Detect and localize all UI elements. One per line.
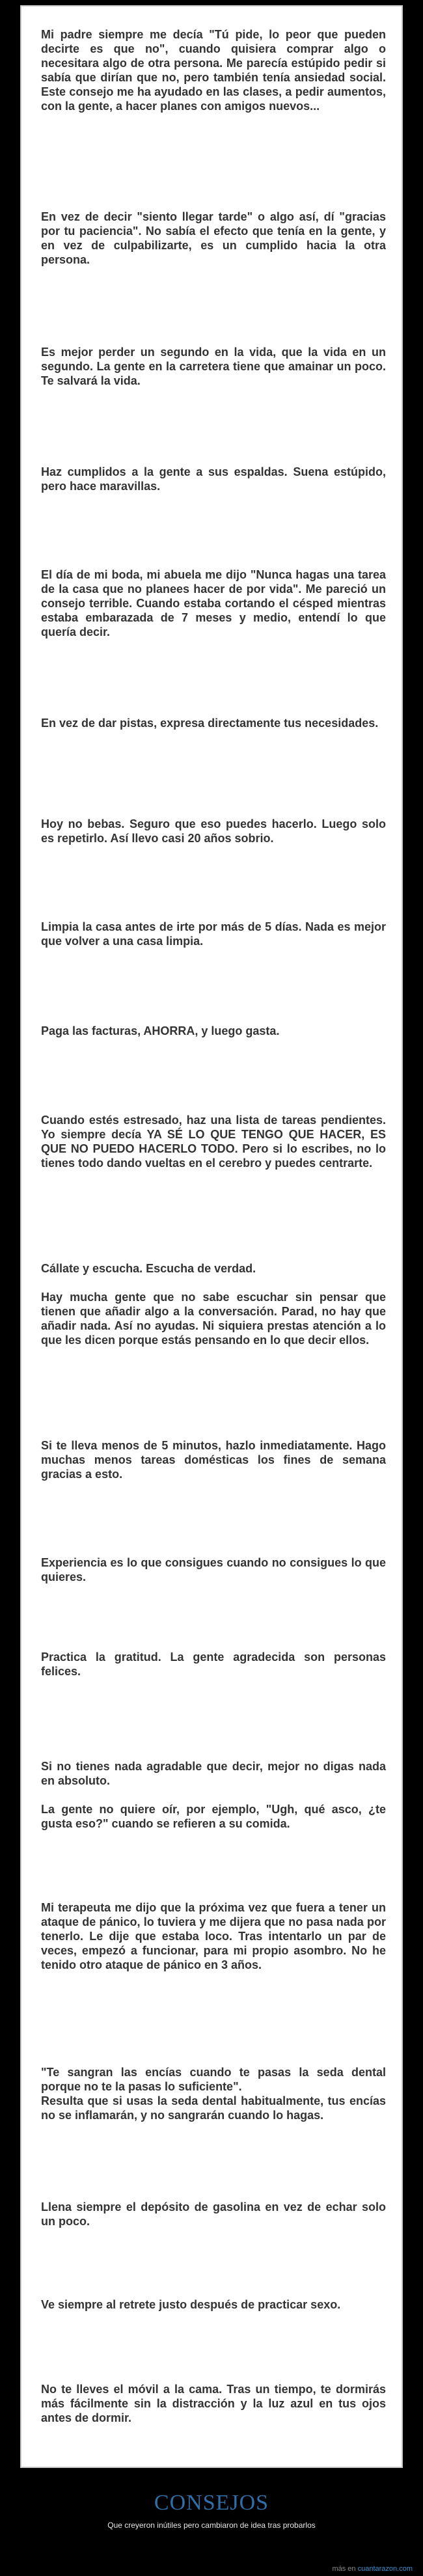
poster-frame xyxy=(15,0,408,2473)
tip-6 xyxy=(41,716,386,730)
tip-12 xyxy=(41,1438,386,1481)
tip-text: Cállate y escucha. Escucha de verdad. xyxy=(41,1262,256,1275)
tip-text: Ve siempre al retrete justo después de practicar sexo. xyxy=(41,2298,341,2311)
tip-text: En vez de decir "siento llegar tarde" o algo así, dí "gracias por tu paciencia". No sabía el efecto que tenía en la gente, y en vez de culpabilizarte, es un cumplido hacia la otra persona. xyxy=(41,210,386,266)
tip-14 xyxy=(41,1650,386,1679)
tip-text: Si te lleva menos de 5 minutos, hazlo inmediatamente. Hago muchas menos tareas domésticas los fines de semana gracias a esto. xyxy=(41,1439,386,1481)
tip-text: Haz cumplidos a la gente a sus espaldas. Suena estúpido, pero hace maravillas. xyxy=(41,465,386,493)
tip-text: En vez de dar pistas, expresa directamente tus necesidades. xyxy=(41,717,379,730)
credit-prefix: más en xyxy=(332,2565,356,2573)
tip-9 xyxy=(41,1024,386,1038)
tip-11 xyxy=(41,1261,386,1347)
tip-text: "Te sangran las encías cuando te pasas la seda dental porque no te la pasas lo suficiente". Resulta que si usas la seda dental habitualmente, tus encías no se inflamarán, y no sangrarán cuando lo hagas. xyxy=(41,2066,386,2122)
tip-text: Mi terapeuta me dijo que la próxima vez que fuera a tener un ataque de pánico, lo tuviera y me dijera que no pasa nada por tenerlo. Le dije que estaba loco. Tras intentarlo un par de veces, empezó a funcionar, para mi propio asombro. No he tenido otro ataque de pánico en 3 años. xyxy=(41,1901,386,1971)
footer-subtitle: Que creyeron inútiles pero cambiaron de idea tras probarlos xyxy=(107,2521,316,2530)
tip-text: No te lleves el móvil a la cama. Tras un tiempo, te dormirás más fácilmente sin la distracción y la luz azul en tus ojos antes de dormir. xyxy=(41,2383,386,2424)
tip-8 xyxy=(41,920,386,948)
tip-3 xyxy=(41,345,386,388)
tip-text: Hoy no bebas. Seguro que eso puedes hacerlo. Luego solo es repetirlo. Así llevo casi 20 años sobrio. xyxy=(41,817,386,845)
site-credit xyxy=(332,2564,413,2573)
tip-18 xyxy=(41,2200,386,2228)
tip-20 xyxy=(41,2382,386,2425)
tip-4 xyxy=(41,465,386,493)
tip-13 xyxy=(41,1555,386,1584)
tips-panel xyxy=(20,5,403,2468)
tip-text: El día de mi boda, mi abuela me dijo "Nunca hagas una tarea de la casa que no planees hacer de por vida". Me pareció un consejo terrible. Cuando estaba cortando el césped mientras estaba embarazada de 7 meses y medio, entendí lo que quería decir. xyxy=(41,568,386,638)
site-link[interactable]: cuantarazon.com xyxy=(357,2565,413,2573)
tip-15 xyxy=(41,1759,386,1831)
tip-text: Practica la gratitud. La gente agradecida son personas felices. xyxy=(41,1651,386,1678)
tip-5 xyxy=(41,568,386,639)
tip-text: Hay mucha gente que no sabe escuchar sin pensar que tienen que añadir algo a la conversación. Parad, no hay que añadir nada. Así no ayudas. Ni siquiera prestas atención a lo que les dicen porque estás pensando en lo que decir ellos. xyxy=(41,1291,386,1347)
tip-19 xyxy=(41,2297,386,2312)
tip-1 xyxy=(41,27,386,113)
tip-16 xyxy=(41,1900,386,1972)
tip-10 xyxy=(41,1113,386,1170)
tip-text: La gente no quiere oír, por ejemplo, "Ugh, qué asco, ¿te gusta eso?" cuando se refieren a su comida. xyxy=(41,1803,386,1830)
tip-text: Mi padre siempre me decía "Tú pide, lo peor que pueden decirte es que no", cuando quisiera comprar algo o necesitara algo de otra persona. Me parecía estúpido pedir si sabía que dirían que no, pero también tenía ansiedad social. Este consejo me ha ayudado en las clases, a pedir aumentos, con la gente, a hacer planes con amigos nuevos... xyxy=(41,28,386,113)
tip-text: Llena siempre el depósito de gasolina en vez de echar solo un poco. xyxy=(41,2200,386,2228)
tip-2 xyxy=(41,210,386,267)
tip-text: Limpia la casa antes de irte por más de 5 días. Nada es mejor que volver a una casa limpia. xyxy=(41,920,386,948)
tip-text: Si no tienes nada agradable que decir, mejor no digas nada en absoluto. xyxy=(41,1760,386,1787)
tip-text: Experiencia es lo que consigues cuando no consigues lo que quieres. xyxy=(41,1556,386,1583)
tip-17 xyxy=(41,2065,386,2122)
tip-text: Cuando estés estresado, haz una lista de tareas pendientes. Yo siempre decía YA SÉ LO QUE TENGO QUE HACER, ES QUE NO PUEDO HACERLO TODO. Pero si lo escribes, no lo tienes todo dando vueltas en el cerebro y puedes centrarte. xyxy=(41,1114,386,1170)
footer-title: CONSEJOS xyxy=(154,2491,269,2515)
tip-7 xyxy=(41,817,386,845)
tip-text: Paga las facturas, AHORRA, y luego gasta. xyxy=(41,1024,280,1037)
tip-text: Es mejor perder un segundo en la vida, que la vida en un segundo. La gente en la carretera tiene que amainar un poco. Te salvará la vida. xyxy=(41,346,386,387)
